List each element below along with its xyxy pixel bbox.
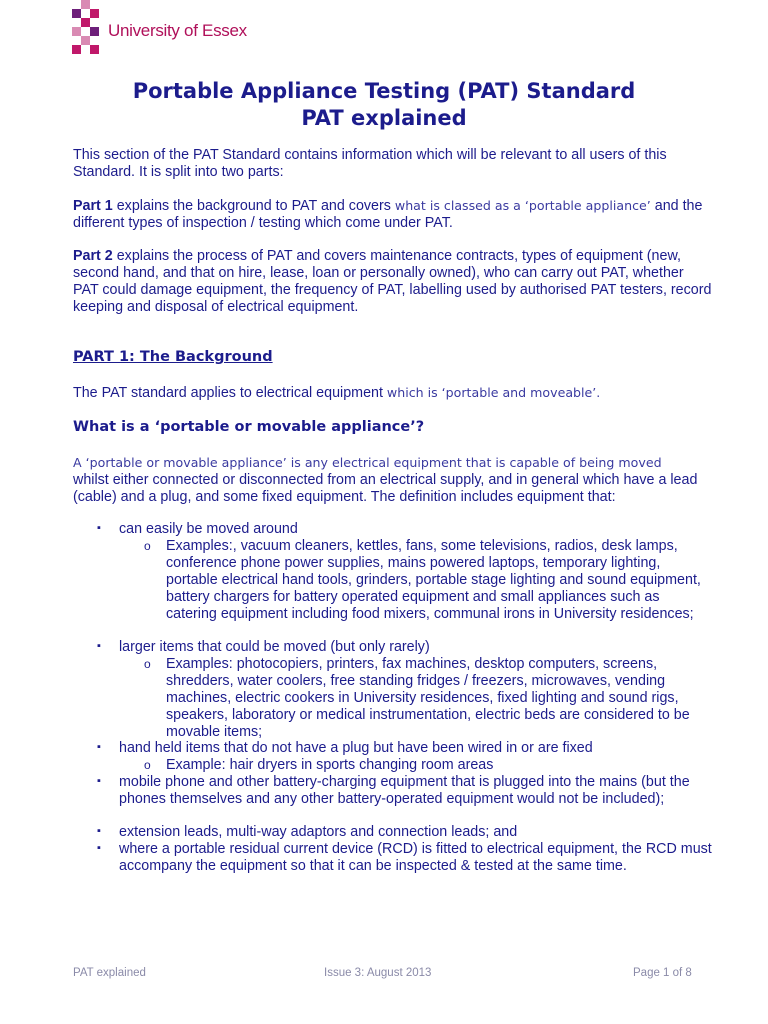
- sub-list-item: Example: hair dryers in sports changing room areas: [166, 757, 494, 773]
- applies-soft-text: which is ‘portable and moveable’.: [386, 385, 601, 400]
- sub-list-item: Examples: photocopiers, printers, fax machines, desktop computers, screens, shredders, water coolers, free standing fridges / freezers, microwaves, vending machines, electric cookers in University residences, fixed lighting and sound rigs, speakers, laboratory or medical instrumentation, electric beds are considered to be movable items;: [166, 656, 690, 740]
- logo-text: University of Essex: [108, 21, 247, 40]
- footer-page-number: Page 1 of 8: [633, 967, 692, 979]
- document-title: Portable Appliance Testing (PAT) Standard: [132, 79, 636, 103]
- list-item: extension leads, multi-way adaptors and connection leads; and: [119, 824, 518, 840]
- document-subtitle: PAT explained: [301, 106, 467, 130]
- part2-label: Part 2: [73, 248, 113, 264]
- list-item: mobile phone and other battery-charging equipment that is plugged into the mains (but the phones themselves and any other battery-operated equipment would not be included);: [119, 774, 690, 807]
- list-item: hand held items that do not have a plug but have been wired in or are fixed: [119, 740, 593, 756]
- list-item: can easily be moved around: [119, 521, 298, 537]
- bullet-marker: ▪: [97, 640, 101, 652]
- list-item: where a portable residual current device (RCD) is fitted to electrical equipment, the RCD must accompany the equipment so that it can be inspected & tested at the same time.: [119, 841, 712, 874]
- question-heading: What is a ‘portable or movable appliance’?: [73, 419, 425, 435]
- sub-list-item: Examples:, vacuum cleaners, kettles, fans, some televisions, radios, desk lamps, conference phone power supplies, mains powered laptops, temporary lighting, portable electrical hand tools, grinders, portable stage lighting and sound equipment, battery chargers for battery operated equipment and small appliances such as catering equipment including food mixers, communal irons in University residences;: [166, 538, 701, 622]
- definition-paragraph: [73, 454, 718, 506]
- bullet-marker: ▪: [97, 775, 101, 787]
- part2-paragraph: [73, 248, 713, 316]
- list-item: larger items that could be moved (but only rarely): [119, 639, 430, 655]
- sub-bullet-marker: o: [144, 539, 151, 553]
- section-heading: PART 1: The Background: [73, 349, 273, 365]
- part1-label: Part 1: [73, 198, 113, 214]
- part1-soft-text: what is classed as a ‘portable appliance’: [394, 198, 651, 213]
- bullet-marker: ▪: [97, 825, 101, 837]
- intro-paragraph: This section of the PAT Standard contains information which will be relevant to all users of this Standard. It is split into two parts:: [73, 147, 667, 180]
- definition-text: whilst either connected or disconnected from an electrical supply, and in general which have a lead (cable) and a plug, and some fixed equipment. The definition includes equipment that:: [73, 472, 698, 505]
- part1-paragraph: [73, 197, 713, 232]
- bullet-marker: ▪: [97, 741, 101, 753]
- applies-paragraph: [73, 384, 713, 402]
- definition-soft-text: A ‘portable or movable appliance’ is any electrical equipment that is capable of being moved: [73, 455, 662, 470]
- sub-bullet-marker: o: [144, 758, 151, 772]
- footer-left: PAT explained: [73, 967, 146, 979]
- part1-text: explains the background to PAT and covers: [112, 198, 395, 214]
- sub-bullet-marker: o: [144, 657, 151, 671]
- applies-text: The PAT standard applies to electrical equipment: [73, 385, 387, 401]
- footer-center: Issue 3: August 2013: [324, 967, 432, 979]
- part2-text: explains the process of PAT and covers maintenance contracts, types of equipment (new, second hand, and that on hire, lease, loan or personally owned), who can carry out PAT, whether PAT could damage equipment, the frequency of PAT, labelling used by authorised PAT testers, record keeping and disposal of electrical equipment.: [73, 248, 712, 315]
- bullet-marker: ▪: [97, 522, 101, 534]
- part1-rest: and the different types of inspection / testing which come under PAT.: [73, 198, 703, 231]
- bullet-marker: ▪: [97, 842, 101, 854]
